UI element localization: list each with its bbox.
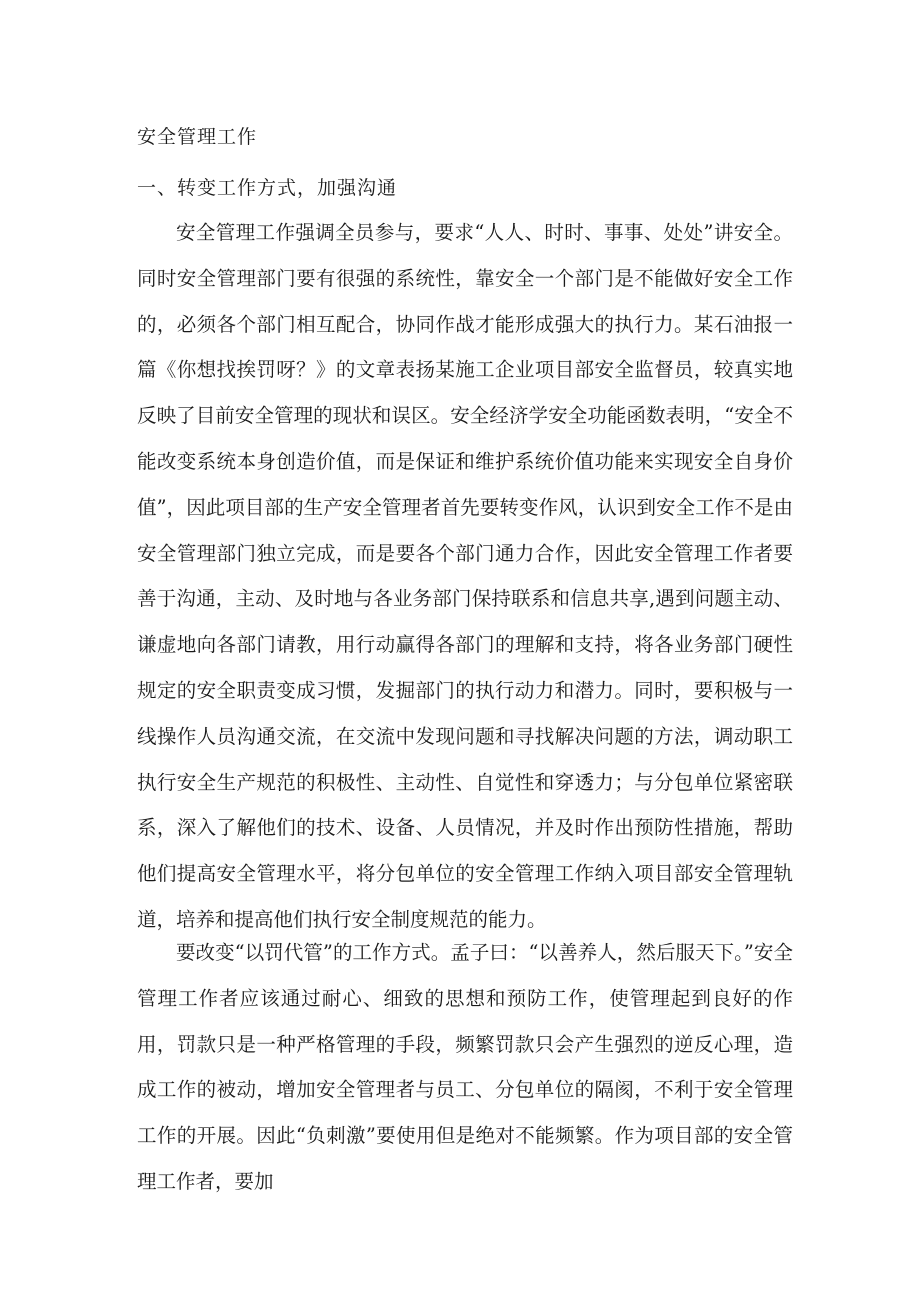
section-heading: 一、转变工作方式，加强沟通 (137, 177, 398, 199)
body-paragraph-2: 要改变“以罚代管”的工作方式。孟子曰：“以善养人，然后服天下。”安全管理工作者应该通过耐心、细致的思想和预防工作，使管理起到良好的作用，罚款只是一种严格管理的手段，频繁罚款只会产生强烈的逆反心理，造成工作的被动，增加安全管理者与员工、分包单位的隔阂，不利于安全管理工作的开展。因此“负刺激”要使用但是绝对不能频繁。作为项目部的安全管理工作者，要加 (137, 941, 793, 1193)
document-title: 安全管理工作 (137, 126, 258, 148)
body-paragraph-1: 安全管理工作强调全员参与，要求“人人、时时、事事、处处”讲安全。同时安全管理部门要有很强的系统性，靠安全一个部门是不能做好安全工作的，必须各个部门相互配合，协同作战才能形成强大的执行力。某石油报一篇《你想找挨罚呀？》的文章表扬某施工企业项目部安全监督员，较真实地反映了目前安全管理的现状和误区。安全经济学安全功能函数表明，“安全不能改变系统本身创造价值，而是保证和维护系统价值功能来实现安全自身价值”，因此项目部的生产安全管理者首先要转变作风，认识到安全工作不是由安全管理部门独立完成，而是要各个部门通力合作，因此安全管理工作者要善于沟通，主动、及时地与各业务部门保持联系和信息共享,遇到问题主动、谦虚地向各部门请教，用行动赢得各部门的理解和支持，将各业务部门硬性规定的安全职责变成习惯，发掘部门的执行动力和潜力。同时，要积极与一线操作人员沟通交流，在交流中发现问题和寻找解决问题的方法，调动职工执行安全生产规范的积极性、主动性、自觉性和穿透力；与分包单位紧密联系，深入了解他们的技术、设备、人员情况，并及时作出预防性措施，帮助他们提高安全管理水平，将分包单位的安全管理工作纳入项目部安全管理轨道，培养和提高他们执行安全制度规范的能力。 (137, 221, 793, 931)
